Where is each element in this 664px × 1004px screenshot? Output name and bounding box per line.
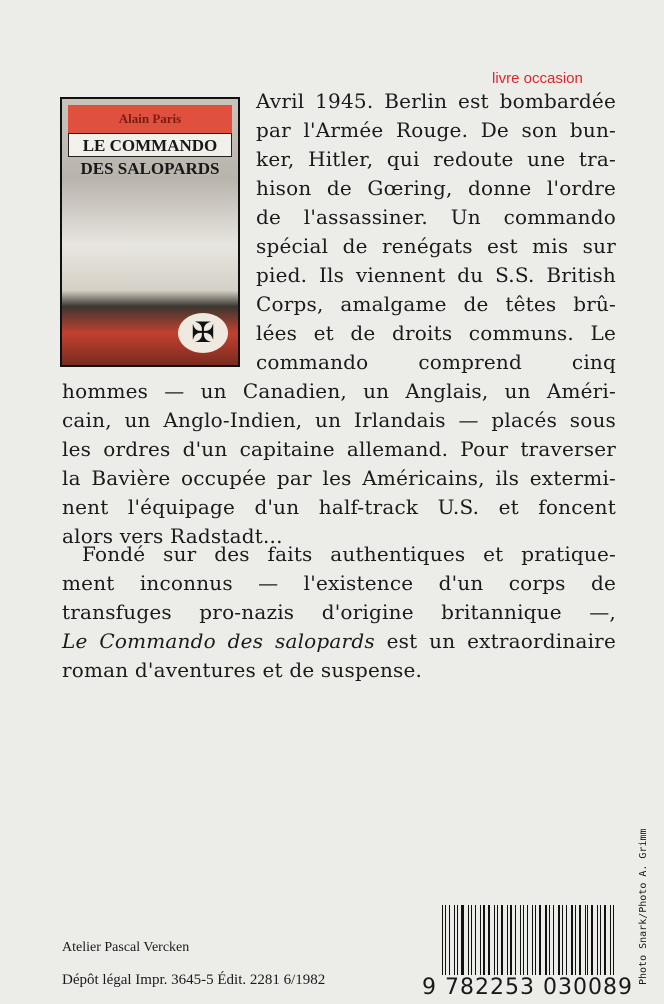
blurb-line: pied. Ils viennent du S.S. British xyxy=(256,263,616,287)
barcode-bar xyxy=(520,905,521,975)
blurb-line: nent l'équipage d'un half-track U.S. et foncent xyxy=(62,495,616,519)
blurb-line: lées et de droits communs. Le xyxy=(256,321,616,345)
barcode-bar xyxy=(461,905,464,975)
livre-occasion-tag: livre occasion xyxy=(492,70,583,87)
blurb-line: commando comprend cinq xyxy=(256,350,616,374)
barcode-bar xyxy=(475,905,476,975)
blurb-line: alors vers Radstadt... xyxy=(62,524,283,548)
blurb-wrapped xyxy=(256,87,616,377)
barcode-bar xyxy=(510,905,513,975)
isbn-digits: 9 782253 030089 xyxy=(422,975,633,1000)
barcode-bar xyxy=(545,905,548,975)
cover-thumbnail xyxy=(60,97,240,367)
barcode-bar xyxy=(532,905,533,975)
barcode-bar xyxy=(507,905,508,975)
cover-title-line1: LE COMMANDO xyxy=(68,133,232,157)
blurb-line: ment inconnus — l'existence d'un corps de xyxy=(62,571,616,595)
barcode-bar xyxy=(480,905,481,975)
barcode-bar xyxy=(604,905,607,975)
barcode-bar xyxy=(515,905,516,975)
blurb-line: ker, Hitler, qui redoute une tra- xyxy=(256,147,616,171)
barcode-bar xyxy=(571,905,574,975)
barcode-bar xyxy=(587,905,588,975)
designer-credit: Atelier Pascal Vercken xyxy=(62,940,190,955)
barcode-bar xyxy=(445,905,446,975)
barcode-bar xyxy=(613,905,614,975)
blurb-paragraph-2 xyxy=(62,540,616,685)
cover-emblem-icon: ✠ xyxy=(178,313,228,353)
barcode-bar xyxy=(457,905,458,975)
barcode-bar xyxy=(575,905,576,975)
blurb-line: spécial de renégats est mis sur xyxy=(256,234,616,258)
barcode-bar xyxy=(527,905,529,975)
cover-author: Alain Paris xyxy=(68,105,232,133)
blurb-line: Fondé sur des faits authentiques et pratique- xyxy=(82,542,616,566)
barcode-bar xyxy=(566,905,567,975)
barcode-bar xyxy=(442,905,443,975)
barcode-bar xyxy=(591,905,593,975)
blurb-full xyxy=(62,377,616,551)
barcode-bar xyxy=(610,905,611,975)
barcode-bar xyxy=(597,905,598,975)
barcode-bar xyxy=(562,905,563,975)
barcode-bar xyxy=(535,905,536,975)
barcode-bar xyxy=(579,905,581,975)
barcode-bar xyxy=(523,905,524,975)
barcode-bar xyxy=(449,905,451,975)
barcode-bar xyxy=(553,905,554,975)
blurb-line: Corps, amalgame de têtes brû- xyxy=(256,292,616,316)
blurb-line: les ordres d'un capitaine allemand. Pour traverser xyxy=(62,437,616,461)
barcode-bar xyxy=(494,905,495,975)
barcode xyxy=(442,905,616,975)
blurb-line: de l'assassiner. Un commando xyxy=(256,205,616,229)
blurb-line xyxy=(62,627,616,656)
barcode-bar xyxy=(483,905,485,975)
blurb-text: est un extraordinaire xyxy=(386,629,616,653)
blurb-line: hommes — un Canadien, un Anglais, un Améri- xyxy=(62,379,616,403)
cover-title-line2: DES SALOPARDS xyxy=(80,159,220,178)
book-title-italic: Le Commando des salopards xyxy=(62,629,375,653)
barcode-bar xyxy=(600,905,601,975)
blurb-line: roman d'aventures et de suspense. xyxy=(62,658,423,682)
barcode-bar xyxy=(558,905,560,975)
barcode-bar xyxy=(488,905,491,975)
barcode-bar xyxy=(471,905,473,975)
barcode-bar xyxy=(497,905,498,975)
barcode-bar xyxy=(549,905,550,975)
barcode-bar xyxy=(539,905,541,975)
blurb-line: hison de Gœring, donne l'ordre xyxy=(256,176,616,200)
blurb-line: la Bavière occupée par les Américains, ils extermi- xyxy=(62,466,616,490)
barcode-bar xyxy=(585,905,586,975)
blurb-line: par l'Armée Rouge. De son bun- xyxy=(256,118,616,142)
barcode-bar xyxy=(454,905,455,975)
blurb-line: Avril 1945. Berlin est bombardée xyxy=(256,89,616,113)
legal-deposit: Dépôt légal Impr. 3645-5 Édit. 2281 6/1982 xyxy=(62,972,326,988)
blurb-line: cain, un Anglo-Indien, un Irlandais — placés sous xyxy=(62,408,616,432)
barcode-bar xyxy=(468,905,469,975)
barcode-bar xyxy=(501,905,503,975)
photo-credit: Photo Snark/Photo A. Grimm xyxy=(638,828,649,985)
blurb-line: transfuges pro-nazis d'origine britannique —, xyxy=(62,600,616,624)
